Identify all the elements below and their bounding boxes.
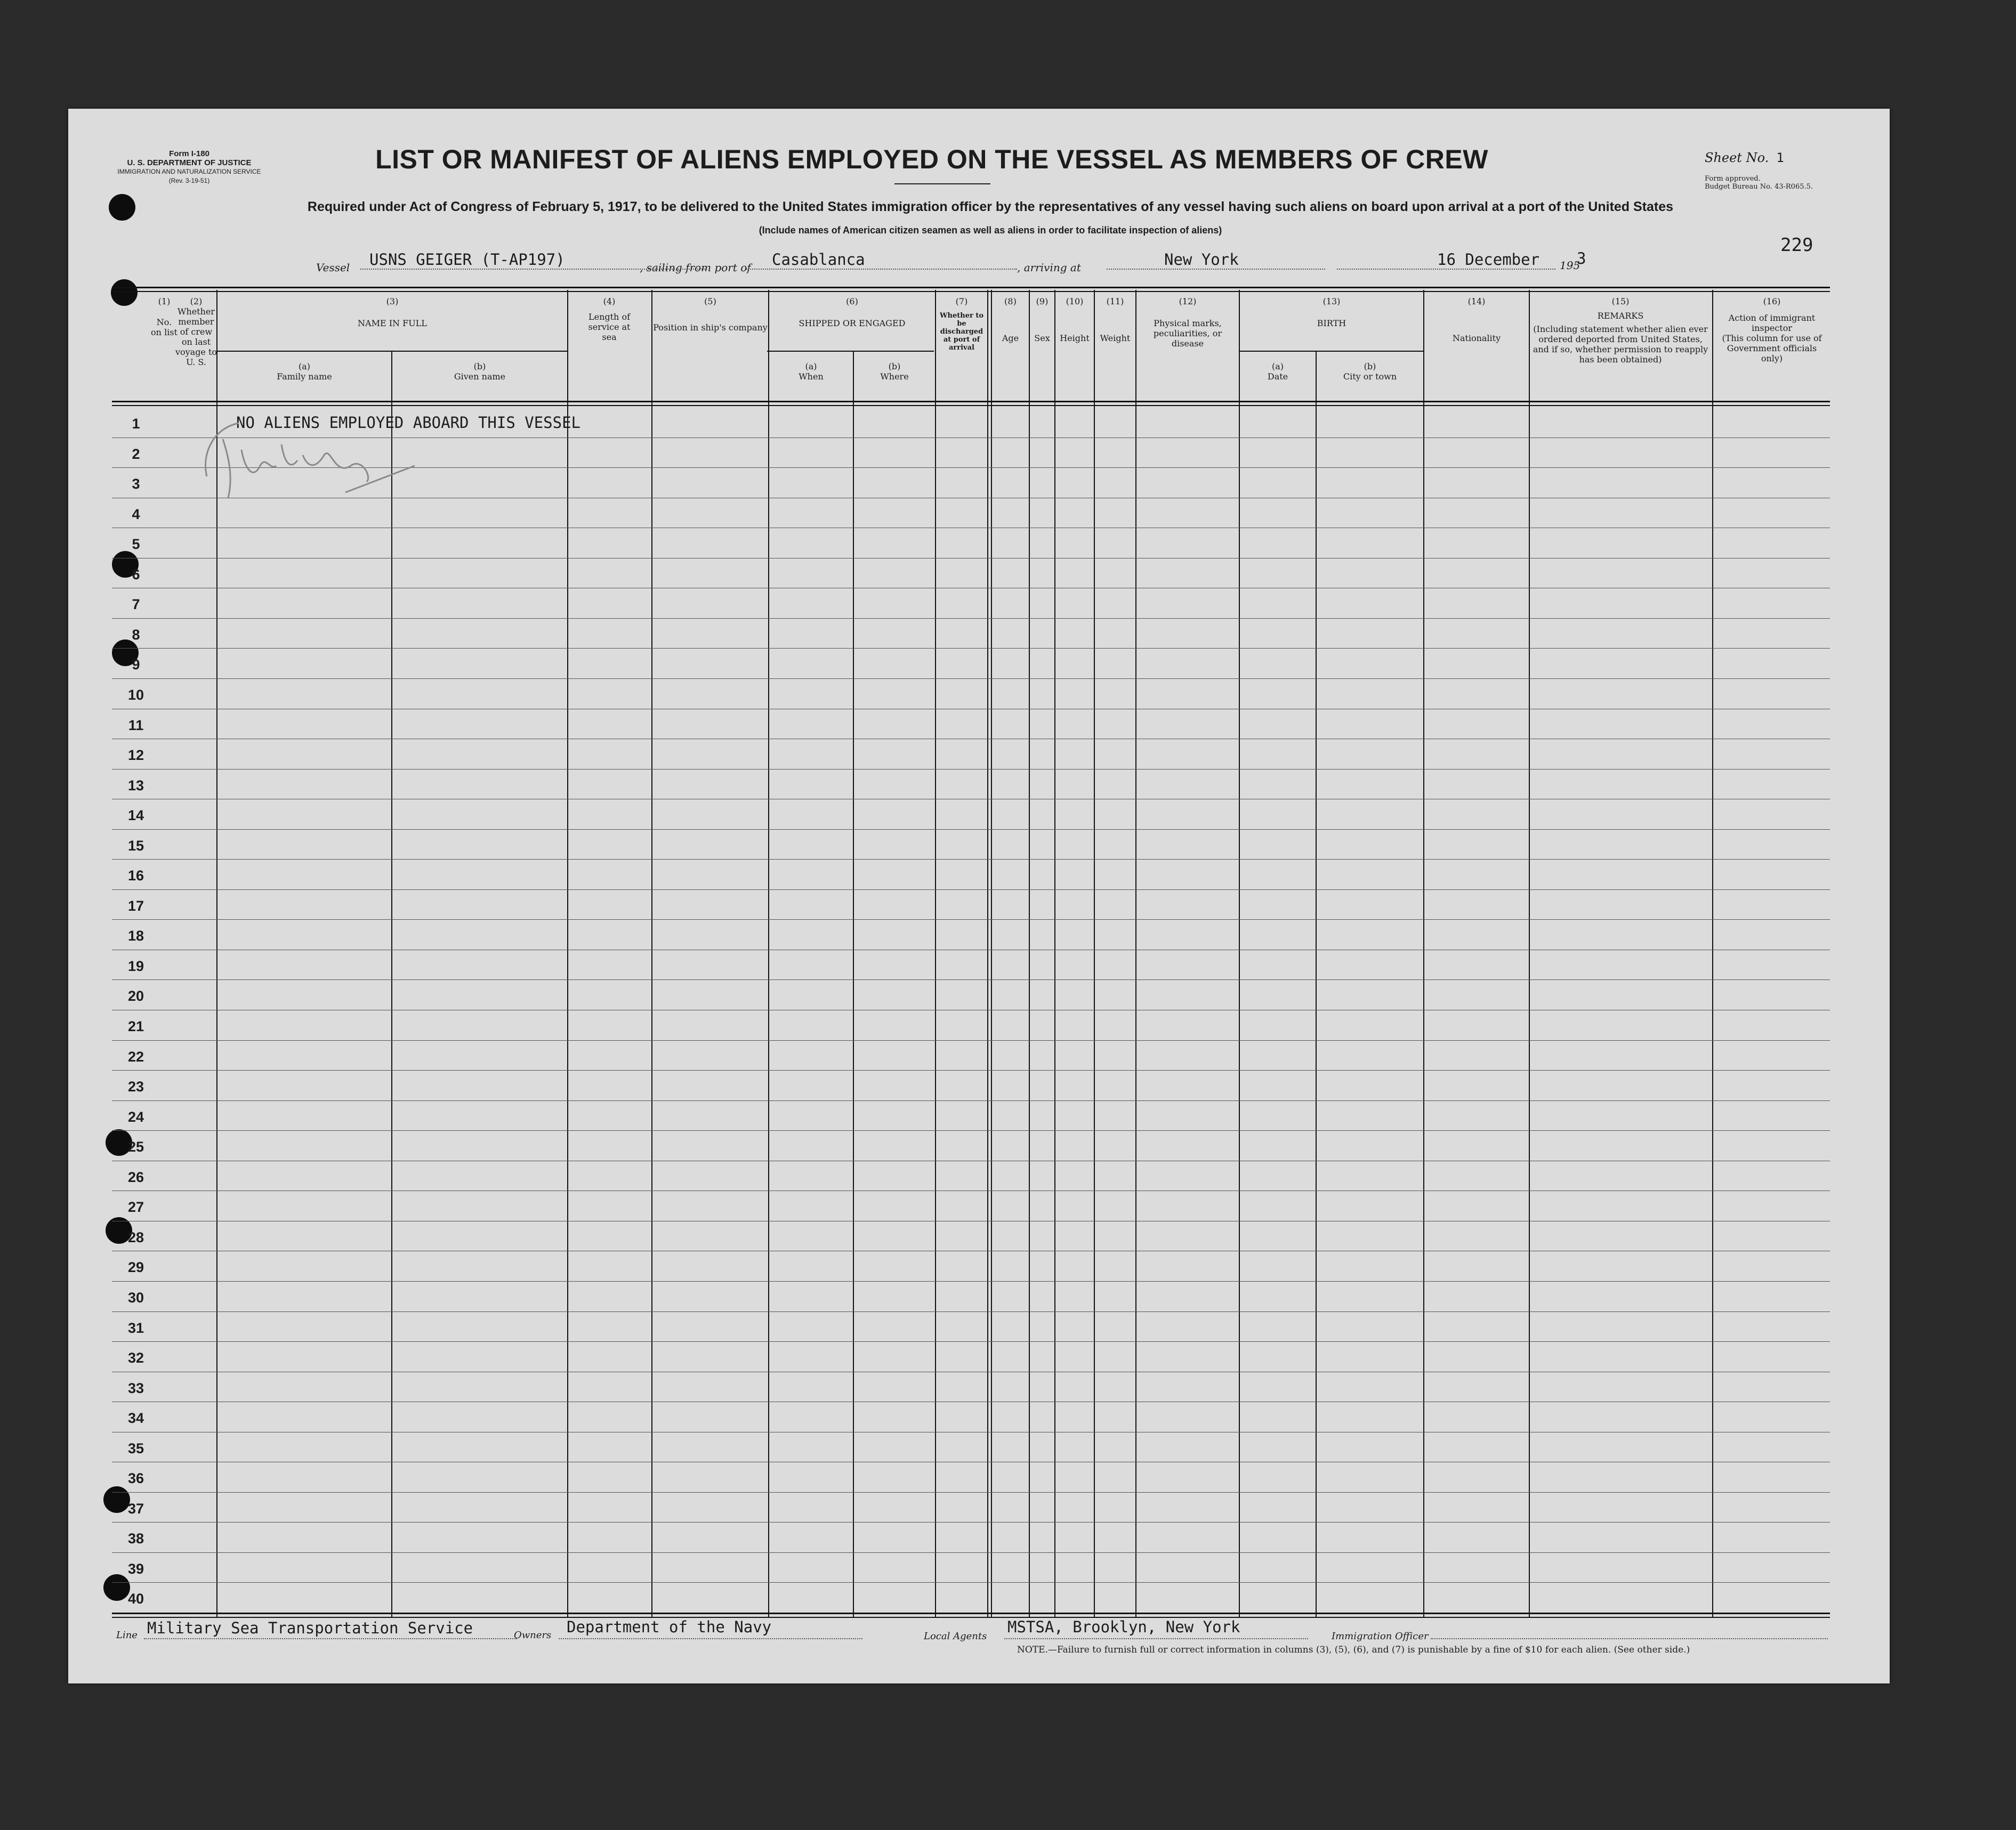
row-number: 20 <box>127 988 144 1004</box>
column-rule <box>1135 290 1136 1617</box>
arrival-port: New York <box>1164 250 1239 269</box>
row-number: 10 <box>127 687 144 703</box>
col-2-header <box>175 296 217 367</box>
year-suffix: 3 <box>1577 249 1586 268</box>
row-number: 40 <box>127 1591 144 1607</box>
row-number: 31 <box>127 1320 144 1336</box>
row-rule <box>112 1130 1830 1131</box>
name-subheader-rule <box>217 351 567 352</box>
column-rule <box>1423 290 1424 1617</box>
row-number: 12 <box>127 747 144 763</box>
line-name: Military Sea Transportation Service <box>147 1619 473 1637</box>
table-top-rule-inner <box>112 291 1830 292</box>
col-15-note: (Including statement whether alien ever ordered deported from United States, and if so, whether permission to reapply has been obtained) <box>1533 324 1708 365</box>
form-number: Form I-180 <box>169 149 209 158</box>
header-bottom-rule-inner <box>112 405 1830 406</box>
row-number: 11 <box>128 717 144 733</box>
sheet-number: 1 <box>1776 150 1784 165</box>
col-8-number: (8) <box>1004 296 1017 306</box>
officer-label: Immigration Officer <box>1332 1631 1429 1642</box>
col-6-header <box>769 296 935 328</box>
col-10-number: (10) <box>1066 296 1084 306</box>
col-3a-header <box>217 361 391 382</box>
arriving-label: , arriving at <box>1017 261 1081 274</box>
col-3a-number: (a) <box>298 361 311 371</box>
budget-approval <box>1705 175 1865 191</box>
agents-label: Local Agents <box>924 1631 987 1642</box>
row-number: 6 <box>132 566 140 582</box>
col-6b-label: Where <box>880 371 909 382</box>
row-rule <box>112 979 1830 980</box>
column-rule <box>1094 290 1095 1617</box>
header-bottom-rule <box>112 401 1830 402</box>
budget-bureau-number: Budget Bureau No. 43-R065.5. <box>1705 183 1813 191</box>
row-number: 38 <box>127 1531 144 1546</box>
col-3b-label: Given name <box>454 371 506 382</box>
owners-label: Owners <box>514 1630 552 1641</box>
col-3-header <box>217 296 567 328</box>
col-3a-label: Family name <box>277 371 332 382</box>
column-rule <box>853 351 854 1617</box>
row-number: 1 <box>132 416 140 432</box>
manifest-sheet <box>68 109 1890 1683</box>
col-6b-number: (b) <box>888 361 901 371</box>
column-rule <box>651 290 652 1617</box>
row-rule <box>112 889 1830 890</box>
col-10-header <box>1055 296 1094 343</box>
row-number: 30 <box>127 1290 144 1306</box>
row-number: 28 <box>127 1229 144 1245</box>
sheet-label: Sheet No. <box>1705 150 1769 165</box>
column-rule <box>768 290 769 1617</box>
col-3b-number: (b) <box>473 361 486 371</box>
row-number: 3 <box>132 476 140 492</box>
col-13-label: BIRTH <box>1317 318 1346 328</box>
col-3-number: (3) <box>386 296 399 306</box>
penalty-note: NOTE.—Failure to furnish full or correct information in columns (3), (5), (6), and (7) is punishable by a fine of $10 for each alien. (See other side.) <box>1017 1645 1690 1655</box>
column-rule <box>1054 290 1055 1617</box>
col-14-label: Nationality <box>1452 333 1501 343</box>
col-9-number: (9) <box>1036 296 1049 306</box>
row-number: 23 <box>127 1079 144 1095</box>
arrival-date: 16 December <box>1437 250 1540 269</box>
col-11-number: (11) <box>1106 296 1124 306</box>
row-number: 19 <box>127 958 144 974</box>
row-number: 15 <box>127 838 144 854</box>
row-rule <box>112 1100 1830 1101</box>
row-rule <box>112 1582 1830 1583</box>
col-13-number: (13) <box>1323 296 1341 306</box>
row-number: 2 <box>132 446 140 462</box>
row-number: 37 <box>127 1501 144 1517</box>
row-number: 27 <box>127 1199 144 1215</box>
col-2-number: (2) <box>190 296 203 306</box>
col-12-label: Physical marks, peculiarities, or disease <box>1153 318 1222 349</box>
row-rule <box>112 1070 1830 1071</box>
pencil-signature <box>191 407 468 514</box>
approval-line: Form approved. <box>1705 175 1761 183</box>
form-identifier <box>112 149 267 185</box>
column-rule <box>991 290 992 1617</box>
row-number: 18 <box>127 928 144 944</box>
col-3-label: NAME IN FULL <box>358 318 427 328</box>
row-number: 8 <box>132 627 140 643</box>
column-rule <box>391 351 392 1617</box>
row-rule <box>112 919 1830 920</box>
col-5-header <box>652 296 768 333</box>
col-5-number: (5) <box>704 296 716 306</box>
row-rule <box>112 1522 1830 1523</box>
row-number: 26 <box>127 1169 144 1185</box>
col-16-label: Action of immigrant inspector <box>1728 313 1816 333</box>
col-13b-number: (b) <box>1364 361 1376 371</box>
row-number: 22 <box>127 1049 144 1065</box>
col-16-header <box>1715 296 1828 363</box>
col-4-header <box>580 296 639 342</box>
row-rule <box>112 1281 1830 1282</box>
title-underline <box>894 183 990 184</box>
birth-subheader-rule <box>1239 351 1423 352</box>
line-label: Line <box>116 1630 138 1641</box>
col-15-label: REMARKS <box>1597 311 1644 321</box>
row-number: 21 <box>127 1018 144 1034</box>
row-rule <box>112 1040 1830 1041</box>
row-number: 33 <box>127 1380 144 1396</box>
form-subnote: (Include names of American citizen seamen as well as aliens in order to facilitate inspection of aliens) <box>759 225 1222 236</box>
no-aliens-entry: NO ALIENS EMPLOYED ABOARD THIS VESSEL <box>236 414 581 432</box>
col-5-label: Position in ship's company <box>653 322 768 333</box>
col-7-label: Whether to be discharged at port of arrival <box>939 312 984 352</box>
shipped-subheader-rule <box>767 351 934 352</box>
row-number: 35 <box>127 1440 144 1456</box>
col-6b-header <box>854 361 935 382</box>
form-title: LIST OR MANIFEST OF ALIENS EMPLOYED ON THE VESSEL AS MEMBERS OF CREW <box>375 144 1488 174</box>
stamp-number: 229 <box>1780 234 1813 256</box>
agents-name: MSTSA, Brooklyn, New York <box>1007 1618 1240 1636</box>
col-6-number: (6) <box>846 296 858 306</box>
row-number: 9 <box>132 657 140 673</box>
row-rule <box>112 769 1830 770</box>
col-8-label: Age <box>1002 333 1019 343</box>
row-number: 25 <box>127 1139 144 1155</box>
col-15-number: (15) <box>1611 296 1630 306</box>
col-6a-label: When <box>799 371 824 382</box>
column-rule <box>987 290 988 1617</box>
column-rule <box>1239 290 1240 1617</box>
column-rule <box>1029 290 1030 1617</box>
column-rule <box>1712 290 1713 1617</box>
col-2-label: Whether member of crew on last voyage to U. S. <box>175 306 217 367</box>
row-number: 13 <box>127 778 144 793</box>
row-rule <box>112 829 1830 830</box>
row-number: 17 <box>127 898 144 914</box>
row-number: 4 <box>132 506 140 522</box>
sailing-label: , sailing from port of <box>640 261 751 274</box>
col-10-label: Height <box>1060 333 1090 343</box>
col-1-number: (1) <box>158 296 171 306</box>
row-number: 14 <box>127 807 144 823</box>
col-12-number: (12) <box>1179 296 1197 306</box>
col-14-number: (14) <box>1467 296 1486 306</box>
row-number: 34 <box>127 1410 144 1426</box>
col-7-number: (7) <box>955 296 968 306</box>
departure-port: Casablanca <box>772 250 865 269</box>
vessel-name: USNS GEIGER (T-AP197) <box>369 250 565 269</box>
table-bottom-rule <box>112 1613 1830 1614</box>
col-6-label: SHIPPED OR ENGAGED <box>799 318 906 328</box>
sheet-number-field <box>1705 150 1843 165</box>
col-6a-number: (a) <box>805 361 817 371</box>
col-13-header <box>1240 296 1423 328</box>
row-rule <box>112 678 1830 679</box>
col-9-header <box>1030 296 1054 343</box>
col-1-label: No. on list <box>151 317 178 337</box>
row-number: 16 <box>127 868 144 884</box>
col-13a-number: (a) <box>1271 361 1284 371</box>
col-15-header <box>1531 296 1710 365</box>
col-12-header <box>1136 296 1239 349</box>
column-rule <box>935 290 936 1617</box>
revision-date: (Rev. 3-19-51) <box>168 177 210 184</box>
year-prefix: 195 <box>1560 259 1580 272</box>
department-name: U. S. DEPARTMENT OF JUSTICE <box>127 158 252 167</box>
row-number: 24 <box>127 1109 144 1125</box>
column-rule <box>1316 351 1317 1617</box>
punch-hole <box>109 194 135 221</box>
col-14-header <box>1424 296 1529 343</box>
row-number: 36 <box>127 1470 144 1486</box>
col-16-number: (16) <box>1763 296 1781 306</box>
col-13a-label: Date <box>1267 371 1288 382</box>
row-number: 39 <box>127 1561 144 1577</box>
col-11-label: Weight <box>1100 333 1131 343</box>
col-13b-header <box>1317 361 1423 382</box>
col-9-label: Sex <box>1034 333 1050 343</box>
row-number: 7 <box>132 596 140 612</box>
owners-name: Department of the Navy <box>567 1618 772 1636</box>
row-number: 29 <box>127 1259 144 1275</box>
officer-field <box>1431 1622 1828 1639</box>
col-11-header <box>1095 296 1135 343</box>
vessel-label: Vessel <box>316 261 350 274</box>
row-rule <box>112 1492 1830 1493</box>
row-rule <box>112 859 1830 860</box>
row-rule <box>112 1311 1830 1312</box>
col-16-note: (This column for use of Government officials only) <box>1722 333 1822 363</box>
row-rule <box>112 1341 1830 1342</box>
col-4-label: Length of service at sea <box>588 312 631 342</box>
row-rule <box>112 648 1830 649</box>
row-number: 32 <box>127 1350 144 1366</box>
col-6a-header <box>769 361 853 382</box>
col-13b-label: City or town <box>1343 371 1397 382</box>
column-rule <box>1529 290 1530 1617</box>
row-rule <box>112 618 1830 619</box>
service-name: IMMIGRATION AND NATURALIZATION SERVICE <box>117 168 261 175</box>
table-bottom-rule-inner <box>112 1617 1830 1618</box>
col-13a-header <box>1240 361 1316 382</box>
col-8-header <box>992 296 1029 343</box>
table-top-rule <box>112 287 1830 288</box>
col-3b-header <box>392 361 567 382</box>
col-4-number: (4) <box>603 296 616 306</box>
form-subtitle: Required under Act of Congress of February 5, 1917, to be delivered to the United States immigration officer by the representatives of any vessel having such aliens on board upon arrival at a port of the United States <box>307 199 1674 214</box>
col-7-header <box>937 296 986 352</box>
column-rule <box>567 290 568 1617</box>
row-number: 5 <box>132 536 140 552</box>
row-rule <box>112 1552 1830 1553</box>
